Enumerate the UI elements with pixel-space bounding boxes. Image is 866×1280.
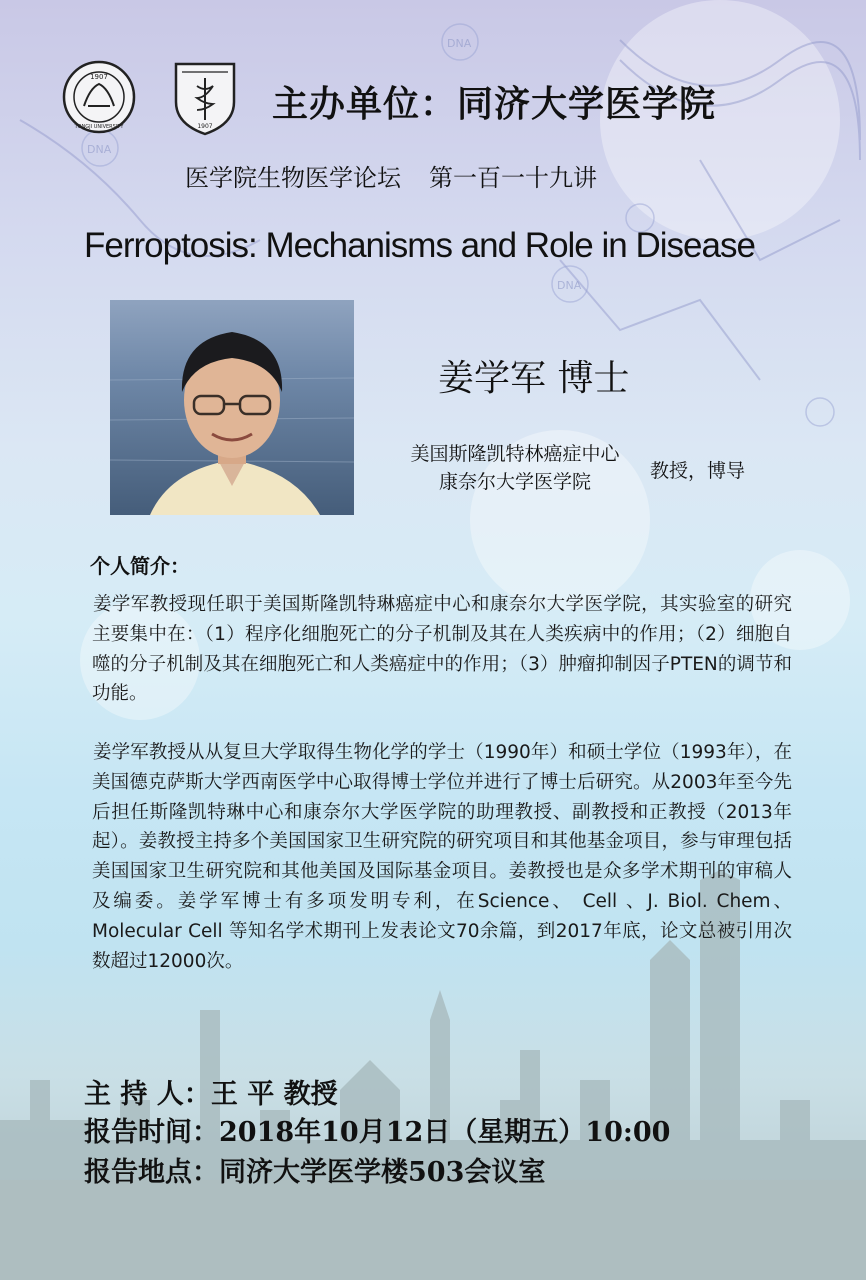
host-line (84, 1072, 338, 1111)
time-value: 2018年10月12日（星期五）10:00 (219, 1117, 671, 1148)
speaker-position: 教授，博导 (650, 460, 746, 482)
place-label: 报告地点： (84, 1157, 219, 1188)
host-value: 王 平 教授 (210, 1079, 338, 1110)
affiliation-line-1: 美国斯隆凯特林癌症中心 (410, 443, 620, 465)
talk-title: Ferroptosis: Mechanisms and Role in Disease (84, 226, 755, 265)
time-line (84, 1110, 670, 1149)
host-label: 主 持 人： (84, 1079, 211, 1110)
affiliation-line-2: 康奈尔大学医学院 (438, 471, 591, 493)
speaker-affiliation (390, 440, 640, 496)
speaker-portrait (110, 300, 354, 515)
dna-label-3: DNA (557, 279, 582, 292)
dna-label-1: DNA (447, 37, 472, 50)
organizer-title: 主办单位：同济大学医学院 (272, 83, 717, 125)
forum-name: 医学院生物医学论坛 (185, 164, 401, 192)
dna-label-2: DNA (87, 143, 112, 156)
bio-paragraph-1: 姜学军教授现任职于美国斯隆凯特琳癌症中心和康奈尔大学医学院，其实验室的研究主要集中在：（1）程序化细胞死亡的分子机制及其在人类疾病中的作用；（2）细胞自噬的分子机制及其在细胞死亡和人类癌症中的作用；（3）肿瘤抑制因子PTEN的调节和功能。 (92, 594, 792, 705)
lecture-number: 第一百一十九讲 (429, 164, 597, 192)
place-value: 同济大学医学楼503会议室 (219, 1157, 546, 1188)
place-line (84, 1150, 545, 1189)
tongji-university-logo (62, 58, 136, 136)
forum-line (185, 158, 597, 193)
time-label: 报告时间： (84, 1117, 219, 1148)
speaker-name: 姜学军 博士 (438, 358, 630, 399)
bio-paragraph-2: 姜学军教授从从复旦大学取得生物化学的学士（1990年）和硕士学位（1993年），在美国德克萨斯大学西南医学中心取得博士学位并进行了博士后研究。从2003年至今先后担任斯隆凯特琳中心和康奈尔大学医学院的助理教授、副教授和正教授（2013年起）。姜教授主持多个美国国家卫生研究院的研究项目和其他基金项目，参与审理包括美国国家卫生研究院和其他美国及国际基金项目。姜教授也是众多学术期刊的审稿人及编委。姜学军博士有多项发明专利，在Science、 Cell 、J. Biol. Chem、Molecular Cell 等知名学术期刊上发表论文70余篇，到2017年底，论文总被引用次数超过12000次。 (92, 742, 792, 972)
med-logo-year: 1907 (197, 123, 213, 130)
medical-school-logo (172, 58, 238, 136)
tongji-logo-year: 1907 (90, 73, 108, 81)
tongji-logo-text: TONGJI UNIVERSITY (74, 124, 124, 130)
bio-heading: 个人简介： (90, 554, 190, 578)
